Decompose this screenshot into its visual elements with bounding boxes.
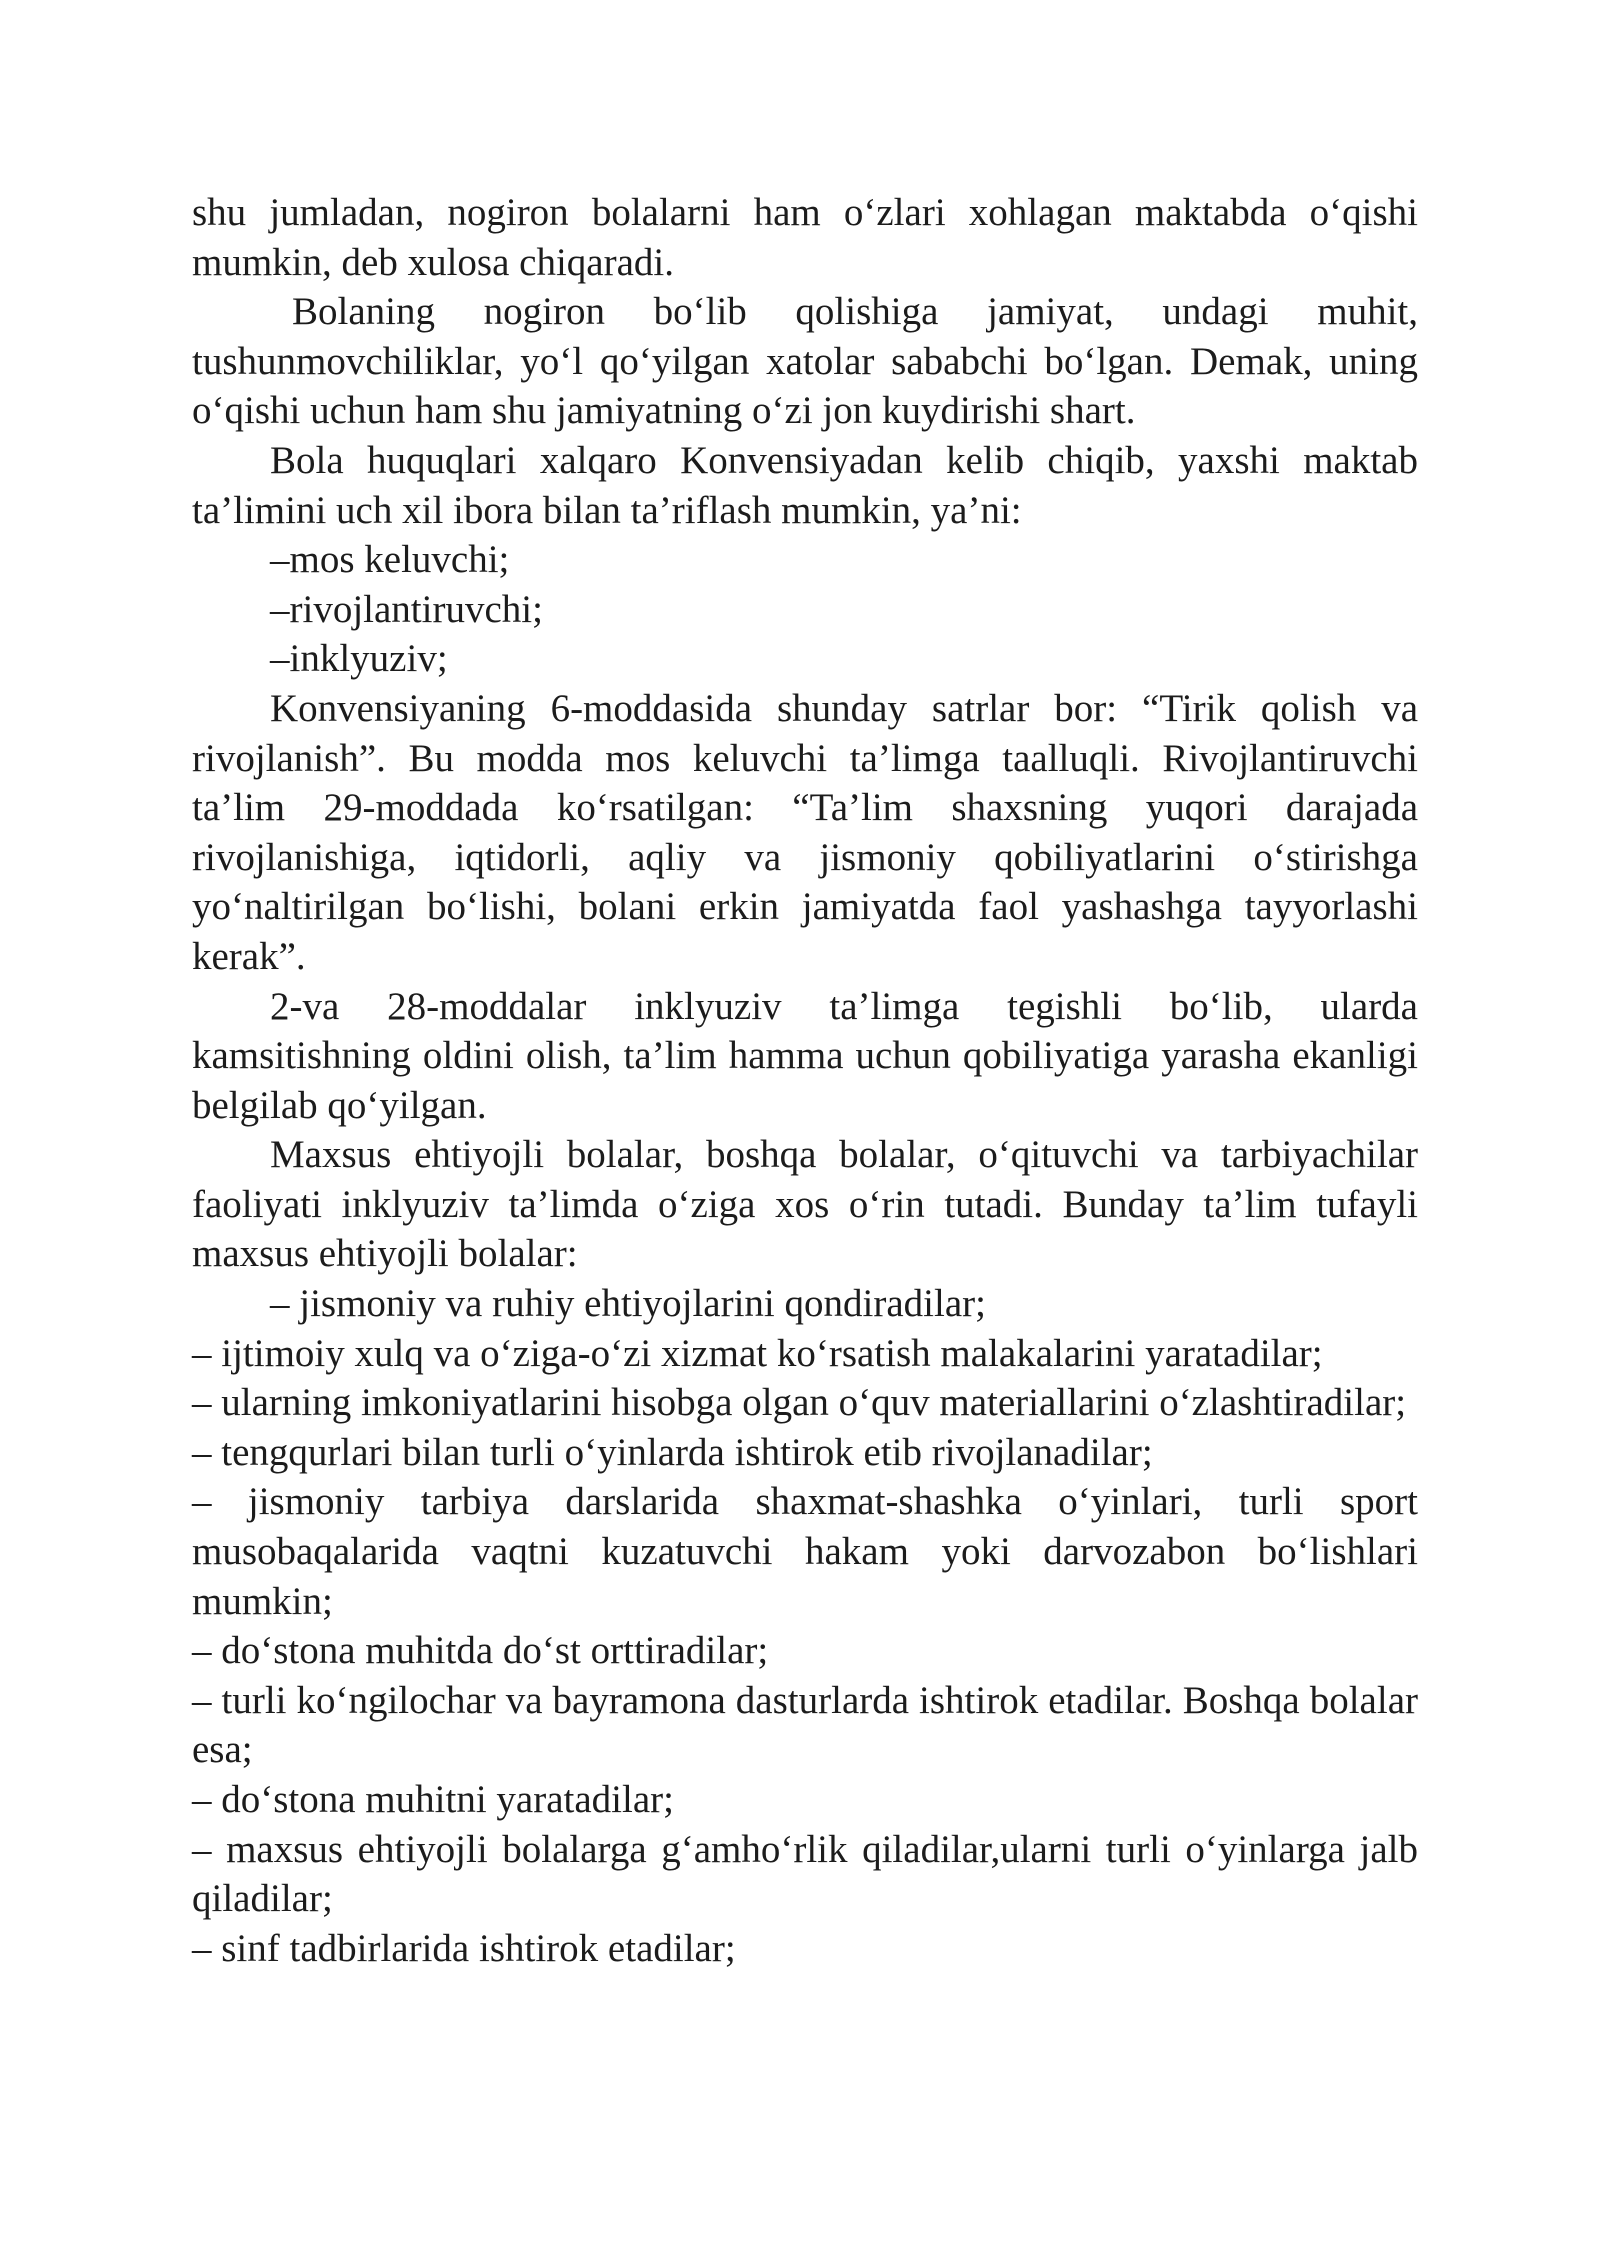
document-page bbox=[192, 188, 1418, 1973]
list-item-rivojlantiruvchi: –rivojlantiruvchi; bbox=[270, 587, 543, 631]
list-item-inklyuziv: –inklyuziv; bbox=[270, 637, 448, 681]
list-item-oquv-materiallari: – ularning imkoniyatlarini hisobga olgan o‘quv materiallarini o‘zlashtiradilar; bbox=[192, 1381, 1407, 1425]
paragraph-intro-continuation: shu jumladan, nogiron bolalarni ham o‘zlari xohlagan maktabda o‘qishi mumkin, deb xulosa chiqaradi. bbox=[192, 191, 1418, 284]
list-item-gamxorlik: – maxsus ehtiyojli bolalarga g‘amho‘rlik qiladilar,ularni turli o‘yinlarga jalb qiladilar; bbox=[192, 1827, 1418, 1921]
paragraph-nogironlik-sababi: Bolaning nogiron bo‘lib qolishiga jamiyat, undagi muhit, tushunmovchiliklar, yo‘l qo‘yilgan xatolar sababchi bo‘lgan. Demak, uning o‘qishi uchun ham shu jamiyatning o‘zi jon kuydirishi shart. bbox=[192, 290, 1418, 433]
paragraph-6-modda: Konvensiyaning 6-moddasida shunday satrlar bor: “Tirik qolish va rivojlanish”. Bu modda mos keluvchi ta’limga taalluqli. Rivojlantiruvchi ta’lim 29-moddada ko‘rsatilgan: “Ta’lim shaxsning yuqori darajada rivojlanishiga, iqtidorli, aqliy va jismoniy qobiliyatlarini o‘stirishga yo‘naltirilgan bo‘lishi, bolani erkin jamiyatda faol yashashga tayyorlashi kerak”. bbox=[192, 686, 1418, 978]
paragraph-2-28-moddalar: 2-va 28-moddalar inklyuziv ta’limga tegishli bo‘lib, ularda kamsitishning oldini olish, ta’lim hamma uchun qobiliyatiga yarasha ekanligi belgilab qo‘yilgan. bbox=[192, 984, 1418, 1127]
list-item-jismoniy-tarbiya: – jismoniy tarbiya darslarida shaxmat-shashka o‘yinlari, turli sport musobaqalarida vaqtni kuzatuvchi hakam yoki darvozabon bo‘lishlari mumkin; bbox=[192, 1480, 1418, 1623]
list-item-dost-orttiradilar: – do‘stona muhitda do‘st orttiradilar; bbox=[192, 1629, 769, 1673]
paragraph-maxsus-ehtiyojli: Maxsus ehtiyojli bolalar, boshqa bolalar, o‘qituvchi va tarbiyachilar faoliyati inklyuziv ta’limda o‘ziga xos o‘rin tutadi. Bunday ta’lim tufayli maxsus ehtiyojli bolalar: bbox=[192, 1133, 1418, 1276]
list-item-sinf-tadbirlari: – sinf tadbirlarida ishtirok etadilar; bbox=[192, 1926, 736, 1970]
list-item-dostona-muhit: – do‘stona muhitni yaratadilar; bbox=[192, 1778, 674, 1821]
list-item-tengqurlari: – tengqurlari bilan turli o‘yinlarda ishtirok etib rivojlanadilar; bbox=[192, 1430, 1153, 1474]
list-item-ijtimoiy-xulq: – ijtimoiy xulq va o‘ziga-o‘zi xizmat ko‘rsatish malakalarini yaratadilar; bbox=[192, 1331, 1323, 1375]
list-item-mos-keluvchi: –mos keluvchi; bbox=[270, 538, 510, 582]
list-item-jismoniy-ruhiy: – jismoniy va ruhiy ehtiyojlarini qondiradilar; bbox=[270, 1282, 986, 1326]
list-item-kongilochar: – turli ko‘ngilochar va bayramona dasturlarda ishtirok etadilar. Boshqa bolalar esa; bbox=[192, 1678, 1418, 1772]
paragraph-konvensiya-ta-rif: Bola huquqlari xalqaro Konvensiyadan kelib chiqib, yaxshi maktab ta’limini uch xil ibora bilan ta’riflash mumkin, ya’ni: bbox=[192, 438, 1418, 532]
